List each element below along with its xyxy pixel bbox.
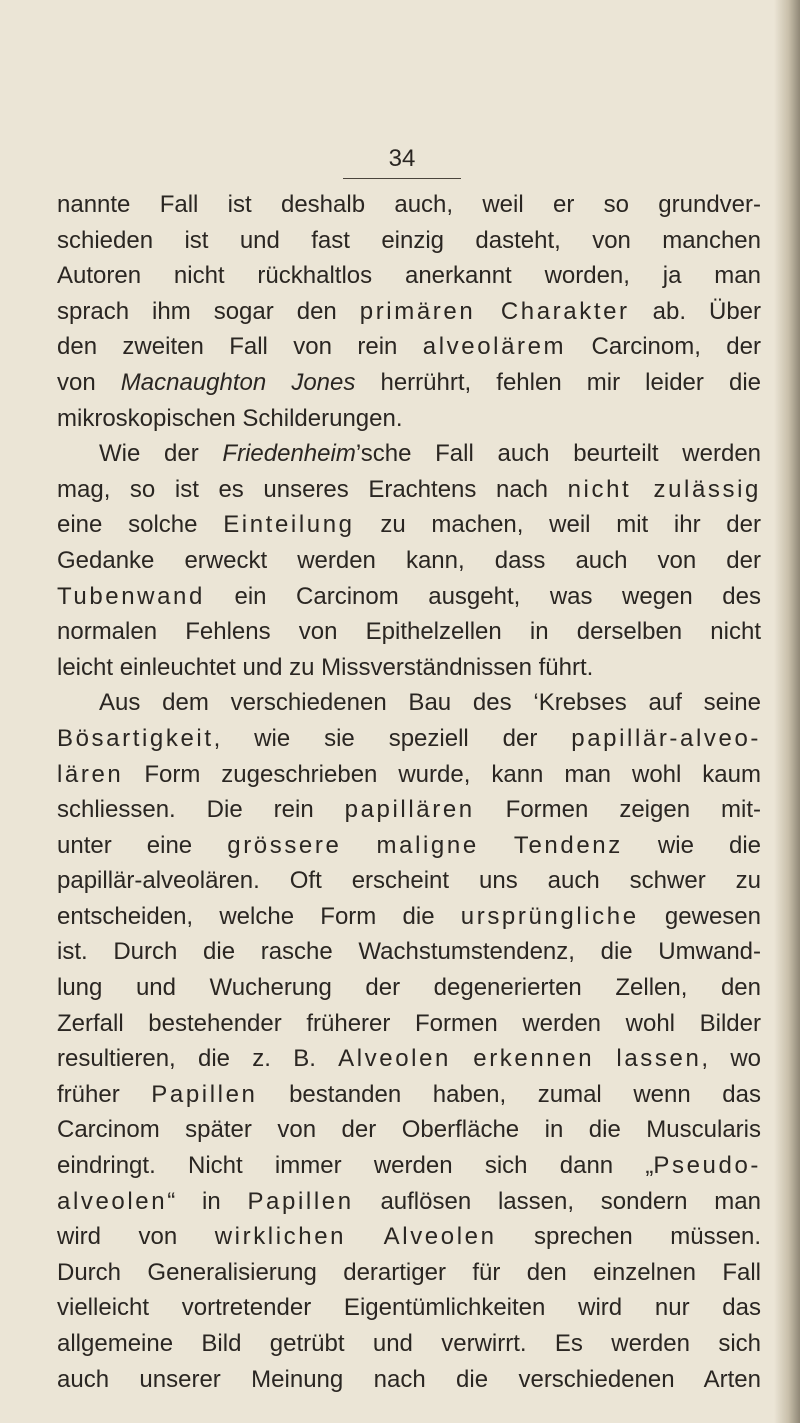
body-text (57, 187, 761, 1397)
text-line: allgemeine Bild getrübt und verwirrt. Es werden sich (57, 1330, 761, 1357)
text-line: mikroskopischen Schilderungen. (57, 404, 403, 432)
text-line: Gedanke erweckt werden kann, dass auch von der (57, 546, 761, 574)
text-line: unter eine grössere maligne Tendenz wie die (57, 831, 762, 859)
spaced-emphasis: Tendenz (513, 831, 623, 859)
spaced-emphasis: maligne (376, 831, 479, 859)
paragraph-start-line: Wie der Friedenheim’sche Fall auch beurteilt werden (99, 440, 762, 468)
text-line: normalen Fehlens von Epithelzellen in derselben nicht (57, 618, 761, 646)
text-line: leicht einleuchtet und zu Missverständnissen führt. (57, 653, 594, 681)
author-name-italic: Macnaughton Jones (120, 368, 356, 396)
spaced-emphasis: lassen (616, 1045, 702, 1073)
spaced-emphasis: Alveolen (383, 1223, 497, 1251)
text-line: mag, so ist es unseres Erachtens nach nicht zulässig (57, 475, 761, 503)
text-line: eindringt. Nicht immer werden sich dann „Pseudo- (57, 1152, 761, 1180)
spaced-emphasis: Tubenwand (57, 582, 205, 610)
text-line: ist. Durch die rasche Wachstumstendenz, die Umwand- (57, 938, 761, 966)
text-line: Bösartigkeit, wie sie speziell der papillär-alveo- (57, 724, 761, 752)
text-line: früher Papillen bestanden haben, zumal wenn das (57, 1080, 761, 1108)
text-line: vielleicht vortretender Eigentümlichkeiten wird nur das (57, 1294, 761, 1322)
page-number: 34 (388, 145, 416, 172)
spaced-emphasis: alveolärem (422, 333, 567, 361)
spaced-emphasis: Papillen (247, 1187, 354, 1215)
paragraph-start-line: Aus dem verschiedenen Bau des ‘Krebses auf seine (99, 689, 761, 717)
text-line: nannte Fall ist deshalb auch, weil er so grundver- (57, 191, 761, 218)
spaced-emphasis: ursprüngliche (460, 902, 639, 930)
spaced-emphasis: nicht zulässig (567, 475, 761, 503)
spaced-emphasis: Pseudo- (653, 1152, 761, 1180)
text-line: resultieren, die z. B. Alveolen erkennen lassen, wo (57, 1045, 762, 1073)
text-line: lung und Wucherung der degenerierten Zellen, den (57, 974, 761, 1002)
text-line: schieden ist und fast einzig dasteht, von manchen (57, 226, 761, 254)
text-line: Durch Generalisierung derartiger für den einzelnen Fall (57, 1258, 761, 1286)
text-line: wird von wirklichen Alveolen sprechen müssen. (57, 1223, 762, 1251)
text-line: alveolen“ in Papillen auflösen lassen, sondern man (57, 1187, 761, 1215)
spaced-emphasis: Papillen (151, 1080, 258, 1108)
text-line: schliessen. Die rein papillären Formen zeigen mit- (57, 796, 761, 824)
spaced-emphasis: lären (57, 760, 124, 788)
spaced-emphasis: Einteilung (223, 511, 355, 539)
author-name-italic: Friedenheim (222, 440, 356, 468)
text-line: Carcinom später von der Oberfläche in die Muscularis (57, 1116, 761, 1144)
spaced-emphasis: papillären (344, 796, 475, 824)
text-line: auch unserer Meinung nach die verschiedenen Arten (57, 1365, 761, 1393)
spaced-emphasis: alveolen (57, 1187, 168, 1215)
text-line: Zerfall bestehender früherer Formen werden wohl Bilder (57, 1009, 761, 1037)
text-line: den zweiten Fall von rein alveolärem Carcinom, der (57, 333, 761, 361)
text-line: Tubenwand ein Carcinom ausgeht, was wegen des (57, 582, 761, 610)
text-line: lären Form zugeschrieben wurde, kann man wohl kaum (57, 760, 761, 788)
spaced-emphasis: papillär-alveo- (571, 724, 761, 752)
text-line: eine solche Einteilung zu machen, weil mit ihr der (57, 511, 761, 539)
spaced-emphasis: erkennen (473, 1045, 595, 1073)
text-line: papillär-alveolären. Oft erscheint uns auch schwer zu (57, 867, 761, 895)
header-rule (343, 178, 461, 179)
text-line: entscheiden, welche Form die ursprüngliche gewesen (57, 902, 761, 930)
text-line: sprach ihm sogar den primären Charakter ab. Über (57, 297, 762, 325)
spaced-emphasis: primären Charakter (359, 297, 630, 325)
spaced-emphasis: Bösartigkeit (57, 724, 214, 752)
spaced-emphasis: grössere (227, 831, 342, 859)
spaced-emphasis: Alveolen (338, 1045, 451, 1073)
page-edge-shadow (774, 0, 800, 1423)
text-line: Autoren nicht rückhaltlos anerkannt worden, ja man (57, 262, 761, 290)
text-line: von Macnaughton Jones herrührt, fehlen mir leider die (57, 368, 761, 396)
spaced-emphasis: wirklichen (214, 1223, 347, 1251)
